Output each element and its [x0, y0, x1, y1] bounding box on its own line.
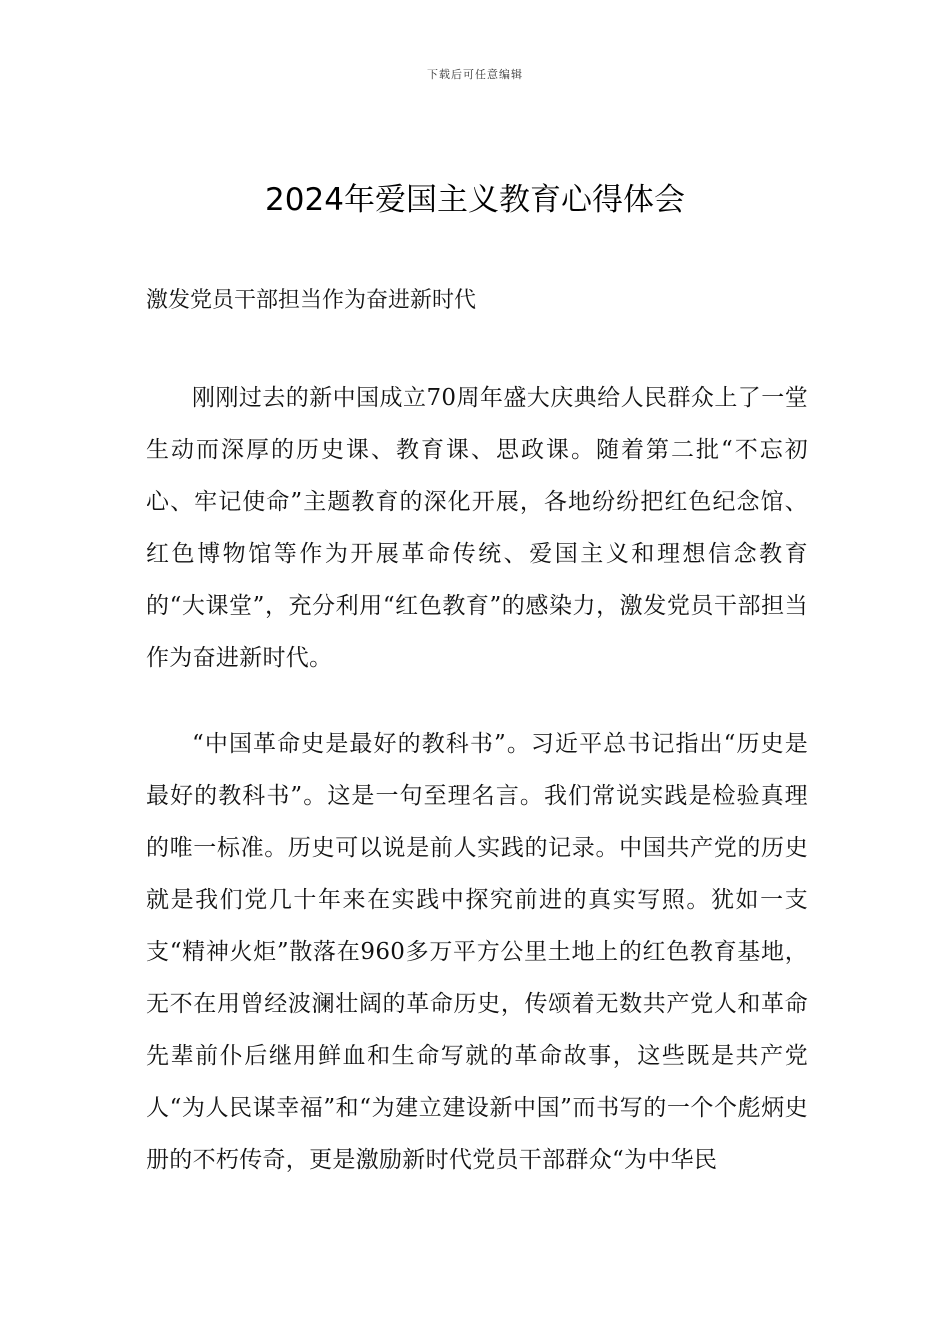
page-header-note: 下载后可任意编辑 — [427, 68, 523, 81]
document-title: 2024年爱国主义教育心得体会 — [265, 182, 685, 218]
document-subtitle: 激发党员干部担当作为奋进新时代 — [146, 288, 477, 313]
body-paragraph-1: 刚刚过去的新中国成立70周年盛大庆典给人民群众上了一堂生动而深厚的历史课、教育课、思政课。随着第二批“不忘初心、牢记使命”主题教育的深化开展，各地纷纷把红色纪念馆、红色博物馆等作为开展革命传统、爱国主义和理想信念教育的“大课堂”，充分利用“红色教育”的感染力，激发党员干部担当作为奋进新时代。 — [146, 385, 808, 671]
body-paragraph-2: “中国革命史是最好的教科书”。习近平总书记指出“历史是最好的教科书”。这是一句至理名言。我们常说实践是检验真理的唯一标准。历史可以说是前人实践的记录。中国共产党的历史就是我们党几十年来在实践中探究前进的真实写照。犹如一支支“精神火炬”散落在960多万平方公里土地上的红色教育基地，无不在用曾经波澜壮阔的革命历史，传颂着无数共产党人和革命先辈前仆后继用鲜血和生命写就的革命故事，这些既是共产党人“为人民谋幸福”和“为建立建设新中国”而书写的一个个彪炳史册的不朽传奇，更是激励新时代党员干部群众“为中华民 — [146, 731, 808, 1173]
